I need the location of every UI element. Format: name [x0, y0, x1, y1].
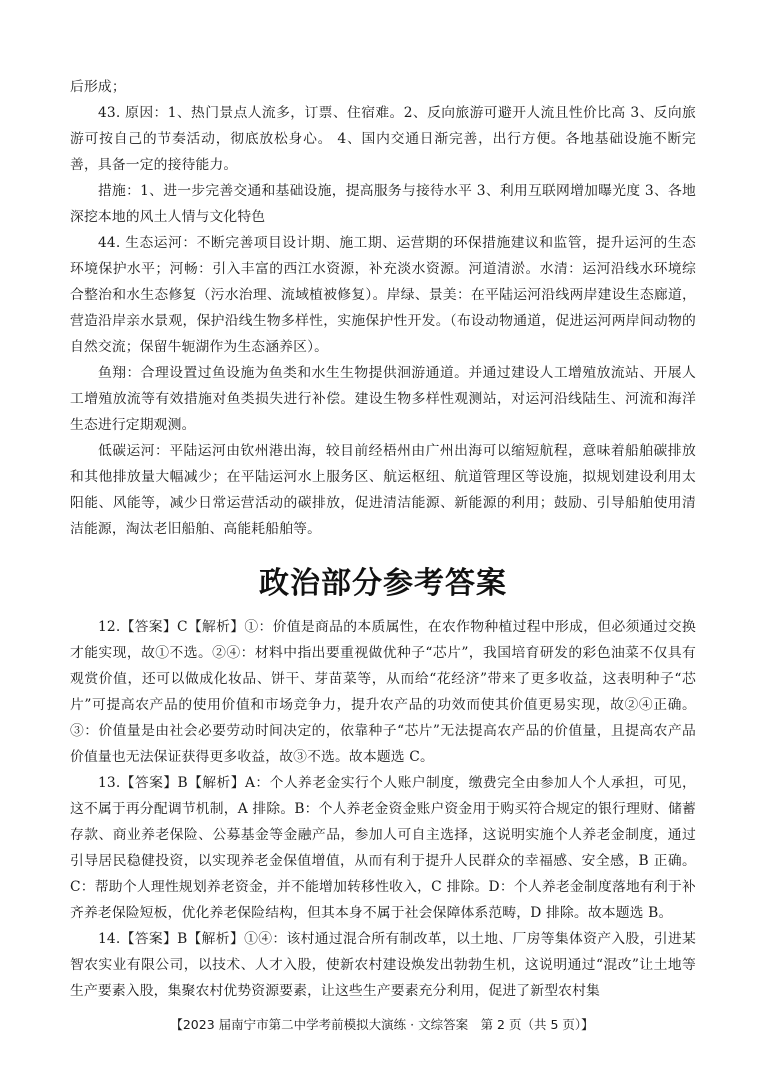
page-content — [70, 74, 696, 1004]
answer-13: 13.【答案】B【解析】A：个人养老金实行个人账户制度，缴费完全由参加人个人承担，可见，这不属于再分配调节机制，A 排除。B：个人养老金资金账户资金用于购买符合规定的银行理财、储蓄存款、商业养老保险、公募基金等金融产品，参加人可自主选择，这说明实施个人养老金制度，通过引导居民稳健投资，以实现养老金保值增值，从而有利于提升人民群众的幸福感、安全感，B 正确。C：帮助个人理性规划养老资金，并不能增加转移性收入，C 排除。D：个人养老金制度落地有利于补齐养老保险短板，优化养老保险结构，但其本身不属于社会保障体系范畴，D 排除。故本题选 B。 — [70, 775, 696, 921]
answer-43-reasons: 43. 原因：1、热门景点人流多，订票、住宿难。2、反向旅游可避开人流且性价比高 3、反向旅游可按自己的节奏活动，彻底放松身心。 4、国内交通日渐完善，出行方便。各地基础设施不断完善，具备一定的接待能力。 — [70, 105, 696, 173]
politics-section-title: 政治部分参考答案 — [259, 566, 507, 601]
answer-44-low-carbon: 低碳运河：平陆运河由钦州港出海，较目前经梧州由广州出海可以缩短航程，意味着船舶碳排放和其他排放量大幅减少；在平陆运河水上服务区、航运枢纽、航道管理区等设施，拟规划建设利用太阳能、风能等，减少日常运营活动的碳排放，促进清洁能源、新能源的利用；鼓励、引导船舶使用清洁能源，淘汰老旧船舶、高能耗船舶等。 — [70, 443, 696, 537]
answer-14: 14.【答案】B【解析】①④：该村通过混合所有制改革，以土地、厂房等集体资产入股，引进某智农实业有限公司，以技术、人才入股，使新农村建设焕发出勃勃生机，这说明通过“混改”让土地等生产要素入股，集聚农村优势资源要素，让这些生产要素充分利用，促进了新型农村集 — [70, 931, 696, 999]
answer-12: 12.【答案】C【解析】①：价值是商品的本质属性，在农作物种植过程中形成，但必须通过交换才能实现，故①不选。②④：材料中指出要重视做优种子“芯片”，我国培育研发的彩色油菜不仅具有观赏价值，还可以做成化妆品、饼干、芽苗菜等，从而给“花经济”带来了更多收益，这表明种子“芯片”可提高农产品的使用价值和市场竞争力，提升农产品的功效而使其价值更易实现，故②④正确。③：价值量是由社会必要劳动时间决定的，依靠种子“芯片”无法提高农产品的价值量，且提高农产品价值量也无法保证获得更多收益，故③不选。故本题选 C。 — [70, 619, 696, 765]
answer-44-fish: 鱼翔：合理设置过鱼设施为鱼类和水生生物提供洄游通道。并通过建设人工增殖放流站、开展人工增殖放流等有效措施对鱼类损失进行补偿。建设生物多样性观测站，对运河沿线陆生、河流和海洋生态进行定期观测。 — [70, 365, 696, 433]
geography-continuation: 后形成； — [70, 79, 126, 95]
answer-44-ecology: 44. 生态运河：不断完善项目设计期、施工期、运营期的环保措施建议和监管，提升运河的生态环境保护水平；河畅：引入丰富的西江水资源，补充淡水资源。河道清淤。水清：运河沿线水环境综合整治和水生态修复（污水治理、流域植被修复）。岸绿、景美：在平陆运河沿线两岸建设生态廊道，营造沿岸亲水景观，保护沿线生物多样性，实施保护性开发。（布设动物通道，促进运河两岸间动物的自然交流；保留牛轭湖作为生态涵养区）。 — [70, 235, 696, 355]
page-footer: 【2023 届南宁市第二中学考前模拟大演练 · 文综答案 第 2 页（共 5 页）】 — [170, 1017, 594, 1032]
answer-43-measures: 措施：1、进一步完善交通和基础设施，提高服务与接待水平 3、利用互联网增加曝光度 3、各地深挖本地的风土人情与文化特色 — [70, 183, 696, 225]
